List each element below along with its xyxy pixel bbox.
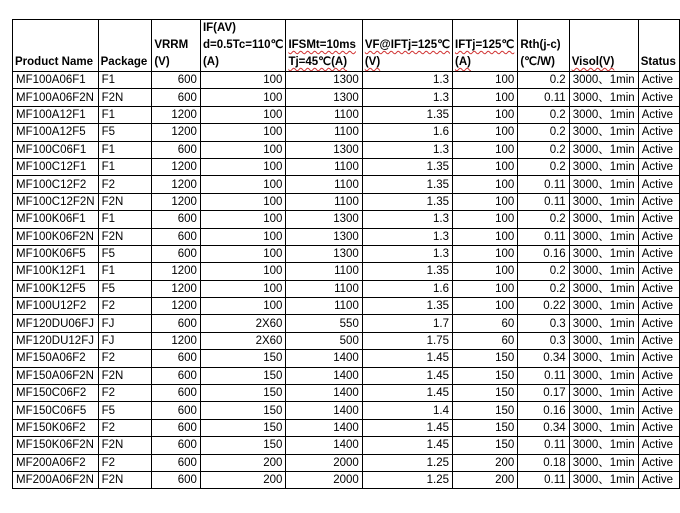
col-header-product-name: Product Name xyxy=(13,20,99,72)
status-cell: Active xyxy=(638,106,679,123)
vf-cell: 1.3 xyxy=(362,89,452,106)
visol-cell: 3000、1min xyxy=(569,332,638,349)
ifsm-cell: 1100 xyxy=(286,106,362,123)
vf-cell: 1.3 xyxy=(362,141,452,158)
status-cell: Active xyxy=(638,141,679,158)
if-tj-cell: 100 xyxy=(453,124,518,141)
status-cell: Active xyxy=(638,367,679,384)
if-tj-cell: 100 xyxy=(453,141,518,158)
table-row xyxy=(13,280,680,297)
vf-cell: 1.45 xyxy=(362,367,452,384)
visol-cell: 3000、1min xyxy=(569,454,638,471)
product-name-cell: MF150A06F2N xyxy=(13,367,99,384)
rth-cell: 0.3 xyxy=(518,315,569,332)
visol-cell: 3000、1min xyxy=(569,176,638,193)
rth-cell: 0.2 xyxy=(518,141,569,158)
if-tj-cell: 100 xyxy=(453,106,518,123)
table-row xyxy=(13,332,680,349)
package-cell: F2N xyxy=(98,89,152,106)
table-body xyxy=(13,72,680,489)
visol-cell: 3000、1min xyxy=(569,124,638,141)
status-cell: Active xyxy=(638,471,679,488)
vrrm-cell: 600 xyxy=(152,367,201,384)
ifsm-cell: 1100 xyxy=(286,124,362,141)
product-name-cell: MF150K06F2 xyxy=(13,419,99,436)
table-row xyxy=(13,263,680,280)
visol-cell: 3000、1min xyxy=(569,228,638,245)
vrrm-cell: 1200 xyxy=(152,280,201,297)
vrrm-cell: 600 xyxy=(152,454,201,471)
rth-cell: 0.2 xyxy=(518,158,569,175)
package-cell: F2N xyxy=(98,193,152,210)
vrrm-cell: 600 xyxy=(152,350,201,367)
visol-cell: 3000、1min xyxy=(569,211,638,228)
package-cell: F5 xyxy=(98,280,152,297)
status-cell: Active xyxy=(638,176,679,193)
if-av-cell: 100 xyxy=(200,158,285,175)
status-cell: Active xyxy=(638,193,679,210)
package-cell: F2 xyxy=(98,419,152,436)
package-cell: F2 xyxy=(98,176,152,193)
visol-cell: 3000、1min xyxy=(569,298,638,315)
package-cell: F2 xyxy=(98,350,152,367)
status-cell: Active xyxy=(638,315,679,332)
if-av-cell: 100 xyxy=(200,211,285,228)
rth-cell: 0.2 xyxy=(518,106,569,123)
status-cell: Active xyxy=(638,124,679,141)
vf-cell: 1.45 xyxy=(362,385,452,402)
visol-cell: 3000、1min xyxy=(569,72,638,89)
table-row xyxy=(13,298,680,315)
if-av-cell: 100 xyxy=(200,72,285,89)
vf-cell: 1.35 xyxy=(362,263,452,280)
status-cell: Active xyxy=(638,245,679,262)
rth-cell: 0.11 xyxy=(518,471,569,488)
table-row xyxy=(13,193,680,210)
status-cell: Active xyxy=(638,402,679,419)
visol-cell: 3000、1min xyxy=(569,350,638,367)
package-cell: F1 xyxy=(98,106,152,123)
table-row xyxy=(13,315,680,332)
product-name-cell: MF150C06F2 xyxy=(13,385,99,402)
product-name-cell: MF100A12F1 xyxy=(13,106,99,123)
vrrm-cell: 1200 xyxy=(152,298,201,315)
visol-cell: 3000、1min xyxy=(569,141,638,158)
if-av-cell: 150 xyxy=(200,350,285,367)
status-cell: Active xyxy=(638,385,679,402)
ifsm-cell: 550 xyxy=(286,315,362,332)
if-av-cell: 150 xyxy=(200,419,285,436)
table-row xyxy=(13,367,680,384)
vf-cell: 1.35 xyxy=(362,193,452,210)
table-row xyxy=(13,385,680,402)
ifsm-cell: 1300 xyxy=(286,211,362,228)
if-av-cell: 150 xyxy=(200,437,285,454)
if-tj-cell: 100 xyxy=(453,211,518,228)
if-tj-cell: 100 xyxy=(453,228,518,245)
if-av-cell: 200 xyxy=(200,454,285,471)
package-cell: F1 xyxy=(98,72,152,89)
status-cell: Active xyxy=(638,454,679,471)
if-av-cell: 100 xyxy=(200,124,285,141)
ifsm-cell: 1400 xyxy=(286,437,362,454)
if-tj-cell: 100 xyxy=(453,298,518,315)
product-spec-table xyxy=(12,19,680,489)
if-tj-cell: 100 xyxy=(453,72,518,89)
package-cell: F5 xyxy=(98,124,152,141)
ifsm-cell: 1100 xyxy=(286,176,362,193)
ifsm-cell: 2000 xyxy=(286,454,362,471)
if-av-cell: 100 xyxy=(200,141,285,158)
status-cell: Active xyxy=(638,228,679,245)
vrrm-cell: 1200 xyxy=(152,106,201,123)
package-cell: F1 xyxy=(98,211,152,228)
ifsm-cell: 1300 xyxy=(286,228,362,245)
package-cell: F2 xyxy=(98,454,152,471)
product-name-cell: MF150K06F2N xyxy=(13,437,99,454)
rth-cell: 0.11 xyxy=(518,437,569,454)
visol-cell: 3000、1min xyxy=(569,89,638,106)
ifsm-cell: 500 xyxy=(286,332,362,349)
vrrm-cell: 600 xyxy=(152,471,201,488)
if-tj-cell: 100 xyxy=(453,280,518,297)
product-name-cell: MF100C06F1 xyxy=(13,141,99,158)
package-cell: F5 xyxy=(98,245,152,262)
vf-cell: 1.35 xyxy=(362,158,452,175)
if-tj-cell: 150 xyxy=(453,437,518,454)
status-cell: Active xyxy=(638,89,679,106)
col-header-status: Status xyxy=(638,20,679,72)
vrrm-cell: 600 xyxy=(152,385,201,402)
if-tj-cell: 100 xyxy=(453,245,518,262)
vf-cell: 1.3 xyxy=(362,228,452,245)
product-name-cell: MF100A12F5 xyxy=(13,124,99,141)
vrrm-cell: 1200 xyxy=(152,263,201,280)
rth-cell: 0.22 xyxy=(518,298,569,315)
if-tj-cell: 150 xyxy=(453,402,518,419)
visol-cell: 3000、1min xyxy=(569,471,638,488)
product-name-cell: MF100A06F2N xyxy=(13,89,99,106)
product-name-cell: MF100K06F1 xyxy=(13,211,99,228)
rth-cell: 0.11 xyxy=(518,228,569,245)
if-av-cell: 2X60 xyxy=(200,315,285,332)
if-av-cell: 150 xyxy=(200,367,285,384)
vrrm-cell: 1200 xyxy=(152,124,201,141)
if-av-cell: 2X60 xyxy=(200,332,285,349)
if-tj-cell: 150 xyxy=(453,385,518,402)
ifsm-cell: 1100 xyxy=(286,193,362,210)
status-cell: Active xyxy=(638,158,679,175)
ifsm-cell: 1100 xyxy=(286,280,362,297)
status-cell: Active xyxy=(638,263,679,280)
if-tj-cell: 200 xyxy=(453,471,518,488)
table-row xyxy=(13,228,680,245)
if-av-cell: 100 xyxy=(200,263,285,280)
if-av-cell: 150 xyxy=(200,402,285,419)
product-name-cell: MF150C06F5 xyxy=(13,402,99,419)
rth-cell: 0.11 xyxy=(518,367,569,384)
table-row xyxy=(13,176,680,193)
if-tj-cell: 100 xyxy=(453,89,518,106)
vrrm-cell: 600 xyxy=(152,419,201,436)
vrrm-cell: 1200 xyxy=(152,176,201,193)
vrrm-cell: 600 xyxy=(152,437,201,454)
vf-cell: 1.45 xyxy=(362,437,452,454)
status-cell: Active xyxy=(638,211,679,228)
package-cell: F2N xyxy=(98,367,152,384)
if-tj-cell: 200 xyxy=(453,454,518,471)
rth-cell: 0.2 xyxy=(518,124,569,141)
if-av-cell: 100 xyxy=(200,280,285,297)
status-cell: Active xyxy=(638,280,679,297)
vf-cell: 1.25 xyxy=(362,454,452,471)
ifsm-cell: 1300 xyxy=(286,89,362,106)
ifsm-cell: 1100 xyxy=(286,158,362,175)
visol-cell: 3000、1min xyxy=(569,280,638,297)
ifsm-cell: 1400 xyxy=(286,402,362,419)
col-header-visol: Visol(V) xyxy=(569,20,638,72)
vf-cell: 1.25 xyxy=(362,471,452,488)
vrrm-cell: 600 xyxy=(152,402,201,419)
product-name-cell: MF100K12F5 xyxy=(13,280,99,297)
rth-cell: 0.11 xyxy=(518,193,569,210)
if-av-cell: 100 xyxy=(200,298,285,315)
visol-cell: 3000、1min xyxy=(569,402,638,419)
product-name-cell: MF100U12F2 xyxy=(13,298,99,315)
package-cell: F2N xyxy=(98,228,152,245)
vrrm-cell: 600 xyxy=(152,228,201,245)
visol-cell: 3000、1min xyxy=(569,437,638,454)
package-cell: FJ xyxy=(98,332,152,349)
rth-cell: 0.16 xyxy=(518,402,569,419)
if-av-cell: 100 xyxy=(200,193,285,210)
table-row xyxy=(13,141,680,158)
table-row xyxy=(13,454,680,471)
col-header-if-tj: IFTj=125℃ (A) xyxy=(453,20,518,72)
col-header-if-av: IF(AV) d=0.5Tc=110℃ (A) xyxy=(200,20,285,72)
vrrm-cell: 600 xyxy=(152,72,201,89)
ifsm-cell: 1300 xyxy=(286,72,362,89)
product-name-cell: MF100C12F1 xyxy=(13,158,99,175)
if-av-cell: 100 xyxy=(200,245,285,262)
visol-cell: 3000、1min xyxy=(569,385,638,402)
rth-cell: 0.11 xyxy=(518,176,569,193)
table-row xyxy=(13,106,680,123)
table-row xyxy=(13,437,680,454)
table-row xyxy=(13,72,680,89)
product-name-cell: MF100K06F5 xyxy=(13,245,99,262)
vrrm-cell: 600 xyxy=(152,245,201,262)
status-cell: Active xyxy=(638,72,679,89)
if-tj-cell: 60 xyxy=(453,315,518,332)
vrrm-cell: 1200 xyxy=(152,193,201,210)
if-av-cell: 100 xyxy=(200,106,285,123)
if-tj-cell: 100 xyxy=(453,193,518,210)
rth-cell: 0.11 xyxy=(518,89,569,106)
product-name-cell: MF120DU06FJ xyxy=(13,315,99,332)
product-name-cell: MF200A06F2N xyxy=(13,471,99,488)
visol-cell: 3000、1min xyxy=(569,419,638,436)
table-row xyxy=(13,350,680,367)
visol-cell: 3000、1min xyxy=(569,263,638,280)
ifsm-cell: 2000 xyxy=(286,471,362,488)
vrrm-cell: 600 xyxy=(152,315,201,332)
rth-cell: 0.2 xyxy=(518,72,569,89)
ifsm-cell: 1400 xyxy=(286,419,362,436)
package-cell: F1 xyxy=(98,141,152,158)
table-row xyxy=(13,158,680,175)
package-cell: F1 xyxy=(98,158,152,175)
package-cell: F5 xyxy=(98,402,152,419)
package-cell: F2N xyxy=(98,471,152,488)
if-tj-cell: 100 xyxy=(453,176,518,193)
visol-cell: 3000、1min xyxy=(569,158,638,175)
vf-cell: 1.45 xyxy=(362,419,452,436)
rth-cell: 0.34 xyxy=(518,350,569,367)
package-cell: F1 xyxy=(98,263,152,280)
ifsm-cell: 1300 xyxy=(286,141,362,158)
status-cell: Active xyxy=(638,437,679,454)
vf-cell: 1.35 xyxy=(362,106,452,123)
vf-cell: 1.6 xyxy=(362,280,452,297)
status-cell: Active xyxy=(638,350,679,367)
if-av-cell: 100 xyxy=(200,176,285,193)
vf-cell: 1.35 xyxy=(362,298,452,315)
visol-cell: 3000、1min xyxy=(569,106,638,123)
rth-cell: 0.34 xyxy=(518,419,569,436)
vrrm-cell: 600 xyxy=(152,141,201,158)
col-header-rth: Rth(j-c)(℃/W) xyxy=(518,20,569,72)
status-cell: Active xyxy=(638,332,679,349)
vrrm-cell: 600 xyxy=(152,89,201,106)
col-header-vrrm: VRRM (V) xyxy=(152,20,201,72)
if-tj-cell: 150 xyxy=(453,419,518,436)
vf-cell: 1.6 xyxy=(362,124,452,141)
package-cell: F2 xyxy=(98,298,152,315)
ifsm-cell: 1100 xyxy=(286,298,362,315)
ifsm-cell: 1300 xyxy=(286,245,362,262)
product-name-cell: MF150A06F2 xyxy=(13,350,99,367)
table-row xyxy=(13,419,680,436)
rth-cell: 0.3 xyxy=(518,332,569,349)
if-tj-cell: 100 xyxy=(453,263,518,280)
status-cell: Active xyxy=(638,419,679,436)
vrrm-cell: 1200 xyxy=(152,158,201,175)
package-cell: FJ xyxy=(98,315,152,332)
table-row xyxy=(13,245,680,262)
if-tj-cell: 60 xyxy=(453,332,518,349)
product-name-cell: MF100K06F2N xyxy=(13,228,99,245)
product-name-cell: MF100C12F2N xyxy=(13,193,99,210)
vf-cell: 1.7 xyxy=(362,315,452,332)
rth-cell: 0.2 xyxy=(518,211,569,228)
product-name-cell: MF100C12F2 xyxy=(13,176,99,193)
if-av-cell: 200 xyxy=(200,471,285,488)
ifsm-cell: 1400 xyxy=(286,350,362,367)
product-name-cell: MF200A06F2 xyxy=(13,454,99,471)
product-name-cell: MF120DU12FJ xyxy=(13,332,99,349)
col-header-package: Package xyxy=(98,20,152,72)
vf-cell: 1.3 xyxy=(362,245,452,262)
rth-cell: 0.17 xyxy=(518,385,569,402)
if-av-cell: 100 xyxy=(200,228,285,245)
rth-cell: 0.18 xyxy=(518,454,569,471)
vf-cell: 1.45 xyxy=(362,350,452,367)
rth-cell: 0.2 xyxy=(518,280,569,297)
ifsm-cell: 1400 xyxy=(286,367,362,384)
if-tj-cell: 150 xyxy=(453,350,518,367)
rth-cell: 0.16 xyxy=(518,245,569,262)
package-cell: F2N xyxy=(98,437,152,454)
vf-cell: 1.35 xyxy=(362,176,452,193)
visol-cell: 3000、1min xyxy=(569,245,638,262)
package-cell: F2 xyxy=(98,385,152,402)
vf-cell: 1.4 xyxy=(362,402,452,419)
vf-cell: 1.75 xyxy=(362,332,452,349)
col-header-vf: VF@IFTj=125℃(V) xyxy=(362,20,452,72)
table-row xyxy=(13,211,680,228)
table-row xyxy=(13,89,680,106)
if-tj-cell: 150 xyxy=(453,367,518,384)
table-row xyxy=(13,124,680,141)
table-row xyxy=(13,471,680,488)
col-header-ifsm: IFSMt=10ms Tj=45℃(A) xyxy=(286,20,362,72)
vrrm-cell: 600 xyxy=(152,211,201,228)
product-name-cell: MF100K12F1 xyxy=(13,263,99,280)
vf-cell: 1.3 xyxy=(362,72,452,89)
visol-cell: 3000、1min xyxy=(569,367,638,384)
if-av-cell: 150 xyxy=(200,385,285,402)
header-row xyxy=(13,20,680,72)
ifsm-cell: 1100 xyxy=(286,263,362,280)
status-cell: Active xyxy=(638,298,679,315)
if-av-cell: 100 xyxy=(200,89,285,106)
table-row xyxy=(13,402,680,419)
ifsm-cell: 1400 xyxy=(286,385,362,402)
rth-cell: 0.2 xyxy=(518,263,569,280)
if-tj-cell: 100 xyxy=(453,158,518,175)
visol-cell: 3000、1min xyxy=(569,193,638,210)
product-name-cell: MF100A06F1 xyxy=(13,72,99,89)
vf-cell: 1.3 xyxy=(362,211,452,228)
vrrm-cell: 1200 xyxy=(152,332,201,349)
visol-cell: 3000、1min xyxy=(569,315,638,332)
